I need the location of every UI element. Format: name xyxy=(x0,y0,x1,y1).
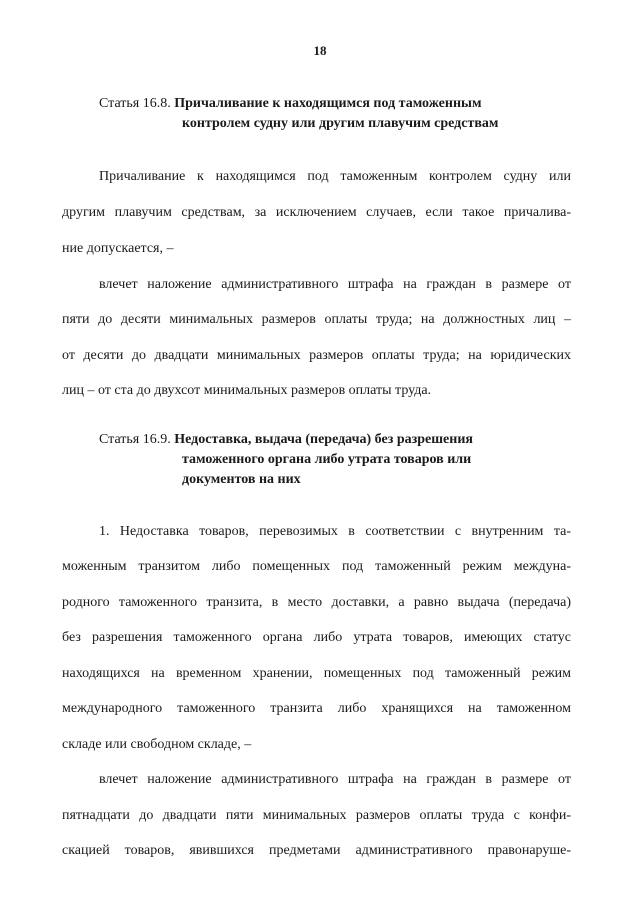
text-line: влечет наложение административного штрафа на граждан в размере от xyxy=(99,772,571,787)
text-line: лиц – от ста до двухсот минимальных размеров оплаты труда. xyxy=(62,383,432,398)
text-line: ние допускается, – xyxy=(62,241,174,256)
text-line: пяти до десяти минимальных размеров оплаты труда; на должностных лиц – xyxy=(62,312,571,327)
text-line: международного таможенного транзита либо хранящихся на таможенном xyxy=(62,701,571,716)
text-line: моженным транзитом либо помещенных под таможенный режим междуна- xyxy=(62,559,571,574)
text-line: находящихся на временном хранении, помещенных под таможенный режим xyxy=(62,666,571,681)
article-16-8-heading xyxy=(99,94,589,134)
article-title-line: контролем судну или другим плавучим средствам xyxy=(182,116,499,131)
article-label: Статья 16.9. xyxy=(99,432,171,447)
page-number: 18 xyxy=(313,43,327,58)
article-title-line: таможенного органа либо утрата товаров или xyxy=(182,452,472,467)
text-line: Причаливание к находящимся под таможенным контролем судну или xyxy=(99,169,571,184)
text-line: 1. Недоставка товаров, перевозимых в соответствии с внутренним та- xyxy=(99,524,571,539)
text-line: родного таможенного транзита, в место доставки, а равно выдача (передача) xyxy=(62,595,571,610)
text-line: пятнадцати до двадцати пяти минимальных размеров оплаты труда с конфи- xyxy=(62,808,571,823)
text-line: скацией товаров, явившихся предметами административного правонаруше- xyxy=(62,843,571,858)
text-line: складе или свободном складе, – xyxy=(62,737,252,752)
article-label: Статья 16.8. xyxy=(99,96,171,111)
text-line: другим плавучим средствам, за исключением случаев, если такое причалива- xyxy=(62,205,571,220)
text-line: от десяти до двадцати минимальных размеров оплаты труда; на юридических xyxy=(62,348,571,363)
article-title-line: Недоставка, выдача (передача) без разрешения xyxy=(174,432,473,447)
article-title-line: документов на них xyxy=(182,472,301,487)
text-line: без разрешения таможенного органа либо утрата товаров, имеющих статус xyxy=(62,630,571,645)
text-line: влечет наложение административного штрафа на граждан в размере от xyxy=(99,277,571,292)
article-16-9-heading xyxy=(99,430,589,490)
article-title-line: Причаливание к находящимся под таможенным xyxy=(174,96,482,111)
